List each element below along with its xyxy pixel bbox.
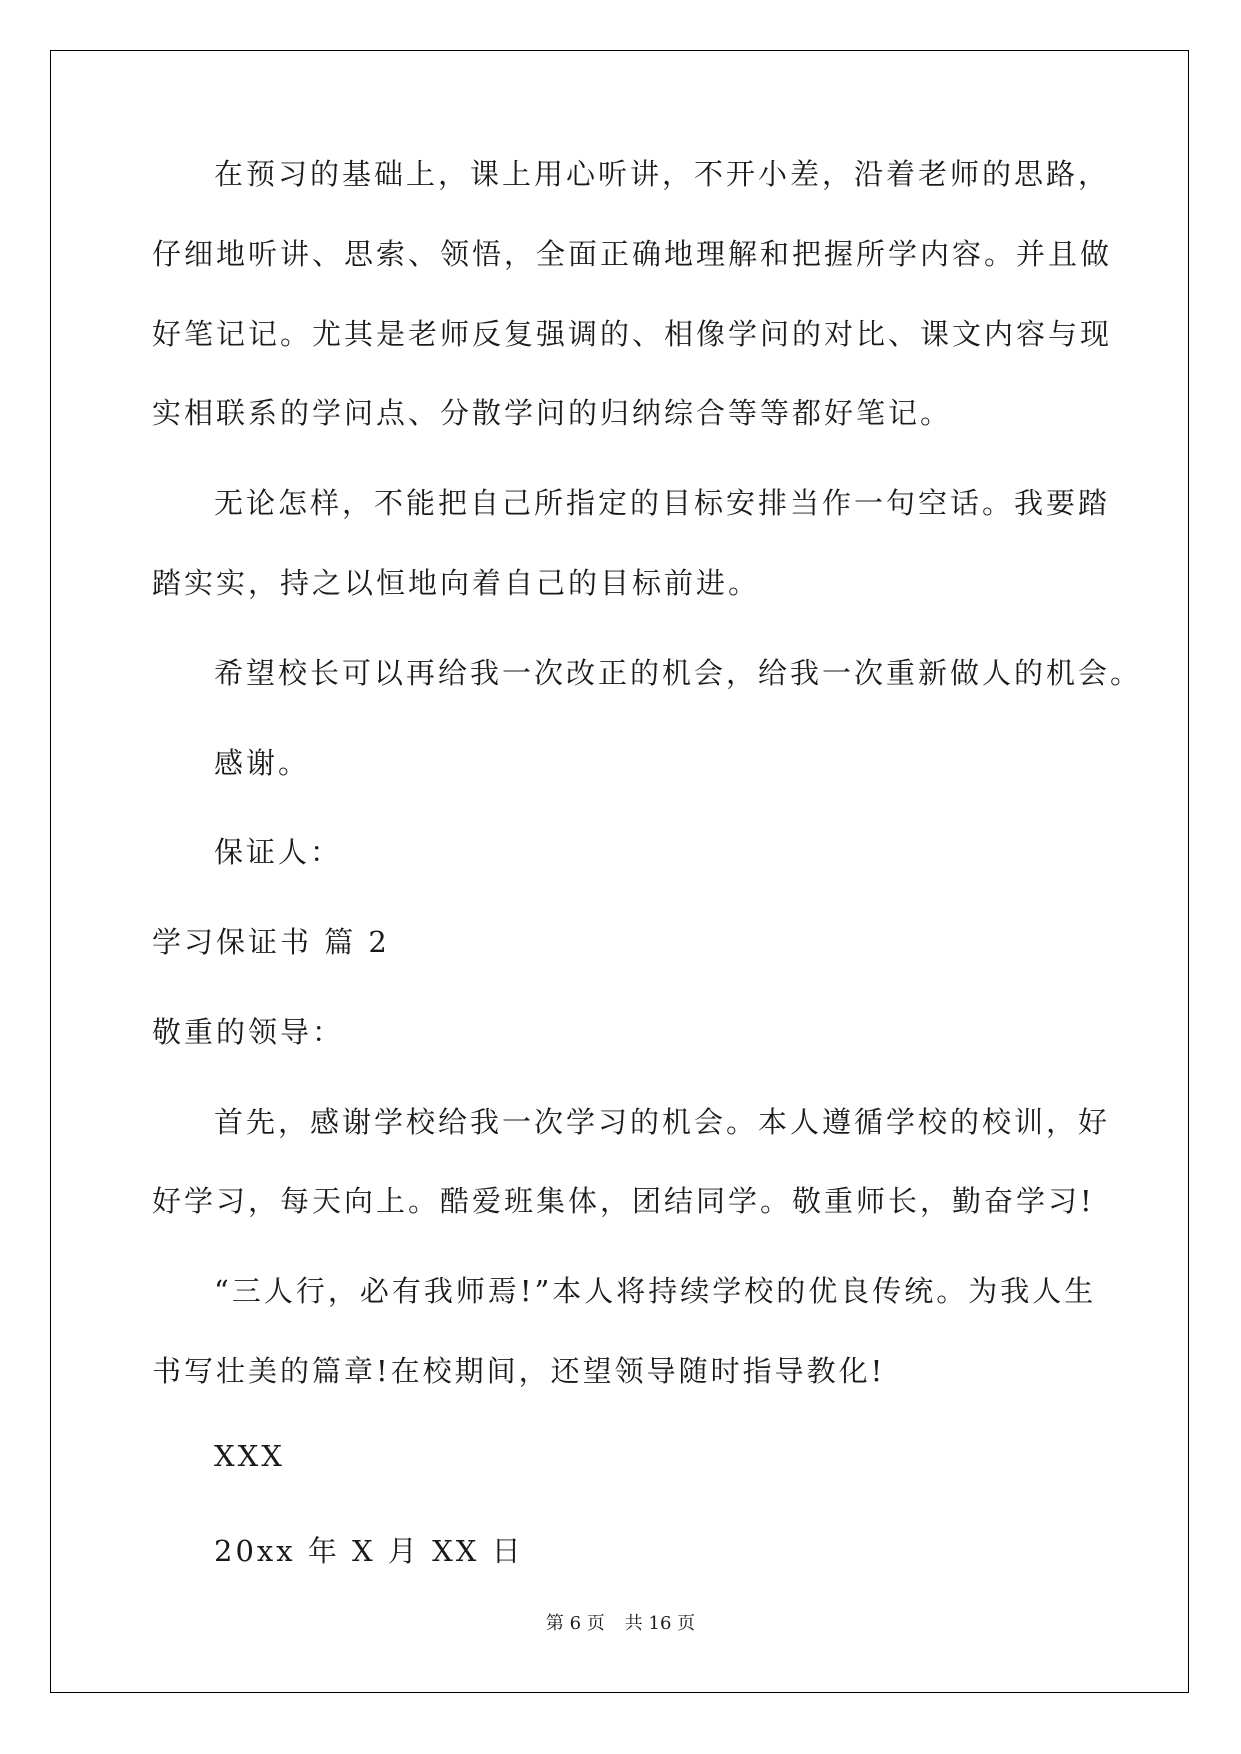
page-footer xyxy=(0,1609,1241,1635)
text-line: 保证人： xyxy=(214,835,343,869)
page-number: 第 6 页 xyxy=(545,1613,605,1634)
text-line: 好笔记记。尤其是老师反复强调的、相像学问的对比、课文内容与现 xyxy=(152,317,1113,351)
text-line: “三人行，必有我师焉!”本人将持续学校的优良传统。为我人生 xyxy=(214,1274,1097,1308)
text-line: 在预习的基础上，课上用心听讲，不开小差，沿着老师的思路， xyxy=(214,157,1111,191)
page-total: 共 16 页 xyxy=(624,1613,696,1634)
text-line: 无论怎样，不能把自己所指定的目标安排当作一句空话。我要踏 xyxy=(214,486,1111,520)
text-line: 仔细地听讲、思索、领悟，全面正确地理解和把握所学内容。并且做 xyxy=(152,237,1113,271)
text-line: 书写壮美的篇章!在校期间，还望领导随时指导教化! xyxy=(152,1354,886,1388)
text-line: 实相联系的学问点、分散学问的归纳综合等等都好笔记。 xyxy=(152,396,953,430)
salutation: 敬重的领导： xyxy=(152,1015,345,1049)
signature: XXX xyxy=(214,1439,285,1473)
text-line: 好学习，每天向上。酷爱班集体，团结同学。敬重师长，勤奋学习! xyxy=(152,1184,1095,1218)
text-line: 感谢。 xyxy=(214,746,311,780)
text-line: 首先，感谢学校给我一次学习的机会。本人遵循学校的校训，好 xyxy=(214,1105,1111,1139)
section-heading: 学习保证书 篇 2 xyxy=(152,925,390,959)
text-line: 希望校长可以再给我一次改正的机会，给我一次重新做人的机会。 xyxy=(214,656,1143,690)
date-line: 20xx 年 X 月 XX 日 xyxy=(214,1534,524,1568)
text-line: 踏实实，持之以恒地向着自己的目标前进。 xyxy=(152,566,761,600)
